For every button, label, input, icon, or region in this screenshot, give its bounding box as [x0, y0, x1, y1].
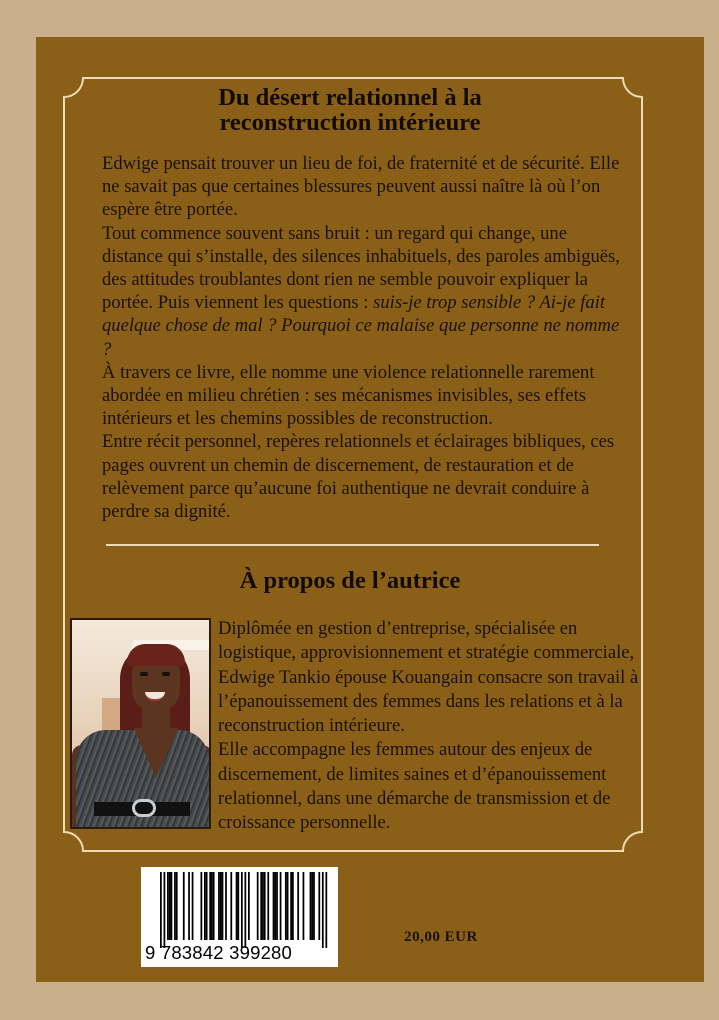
author-bio-paragraph-2: Elle accompagne les femmes autour des enjeux de discernement, de limites saines et d’épanouissement relationnel, dans une démarche de transmission et de croissance personnelle.: [218, 739, 611, 834]
blurb-paragraph-2-text: Tout commence souvent sans bruit : un regard qui change, une distance qui s’installe, des silences inhabituels, des paroles ambiguës, des attitudes troublantes dont rien ne semble pouvoir expliquer la portée. Puis viennent les questions :: [102, 222, 620, 314]
price-label: 20,00 EUR: [404, 929, 478, 945]
blurb-paragraph-4: Entre récit personnel, repères relationnels et éclairages bibliques, ces pages ouvrent un chemin de discernement, de restauration et de relèvement parce qu’aucune foi authentique ne devrait conduire à perdre sa dignité.: [102, 431, 615, 523]
about-author-heading: À propos de l’autrice: [239, 567, 461, 594]
photo-eye-right: [162, 672, 170, 676]
photo-eye-left: [140, 672, 148, 676]
author-bio-paragraph-1: Diplômée en gestion d’entreprise, spécialisée en logistique, approvisionnement et stratégie commerciale, Edwige Tankio épouse Kouangain consacre son travail à l’épanouissement des femmes dans les relations et à la reconstruction intérieure.: [218, 618, 639, 737]
isbn-barcode: [141, 867, 338, 967]
book-title: [100, 85, 600, 135]
blurb-paragraph-2: [102, 222, 632, 361]
book-title-line-2: reconstruction intérieure: [219, 109, 481, 136]
blurb-questions: suis-je trop sensible ? Ai-je fait quelque chose de mal ? Pourquoi ce malaise que personne ne nomme ?: [102, 292, 620, 360]
blurb-paragraph-1: Edwige pensait trouver un lieu de foi, de fraternité et de sécurité. Elle ne savait pas que certaines blessures peuvent aussi naître là où l’on espère être portée.: [102, 153, 620, 221]
photo-hair-top: [127, 644, 185, 666]
author-photo: [70, 618, 211, 829]
author-bio: [218, 617, 648, 836]
photo-belt-buckle: [132, 799, 156, 817]
isbn-number: 9 783842 399280: [145, 942, 293, 963]
book-title-line-1: Du désert relationnel à la: [218, 84, 482, 111]
photo-neckline: [134, 728, 178, 778]
blurb-paragraph-3: À travers ce livre, elle nomme une violence relationnelle rarement abordée en milieu chrétien : ses mécanismes invisibles, ses effets intérieurs et les chemins possibles de reconstruction.: [102, 361, 595, 430]
book-blurb: [102, 152, 632, 523]
section-divider: [106, 544, 599, 546]
